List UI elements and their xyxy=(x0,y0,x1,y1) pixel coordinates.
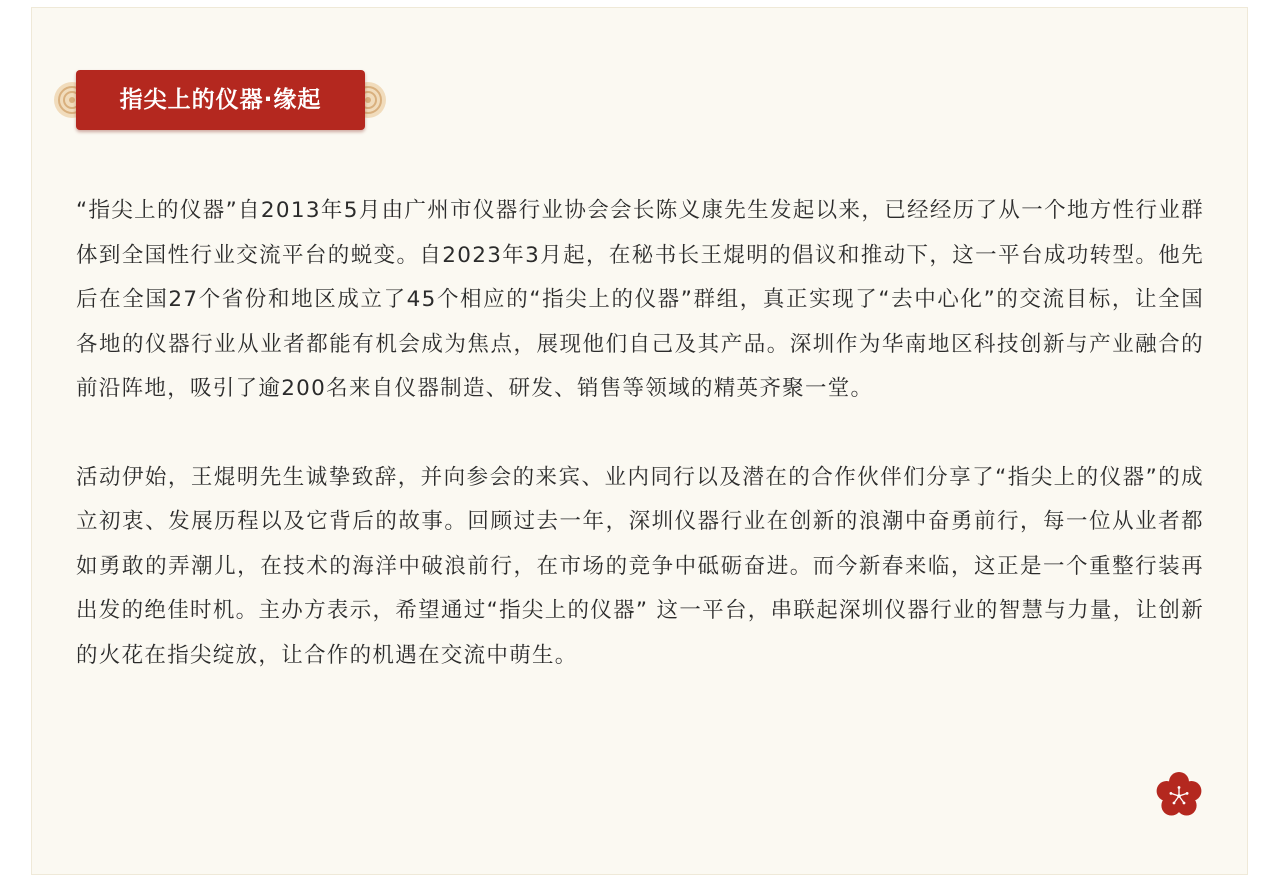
paragraph: 活动伊始，王焜明先生诚挚致辞，并向参会的来宾、业内同行以及潜在的合作伙伴们分享了“指尖上的仪器”的成立初衷、发展历程以及它背后的故事。回顾过去一年，深圳仪器行业在创新的浪潮中奋勇前行，每一位从业者都如勇敢的弄潮儿，在技术的海洋中破浪前行，在市场的竞争中砥砺奋进。而今新春来临，这正是一个重整行装再出发的绝佳时机。主办方表示，希望通过“指尖上的仪器” 这一平台，串联起深圳仪器行业的智慧与力量，让创新的火花在指尖绽放，让合作的机遇在交流中萌生。 xyxy=(76,464,1204,668)
section-header xyxy=(52,70,388,130)
section-title: 指尖上的仪器·缘起 xyxy=(76,70,365,130)
plum-blossom-icon xyxy=(1155,771,1203,819)
paragraph: “指尖上的仪器”自2013年5月由广州市仪器行业协会会长陈义康先生发起以来，已经经历了从一个地方性行业群体到全国性行业交流平台的蜕变。自2023年3月起，在秘书长王焜明的倡议和推动下，这一平台成功转型。他先后在全国27个省份和地区成立了45个相应的“指尖上的仪器”群组，真正实现了“去中心化”的交流目标，让全国各地的仪器行业从业者都能有机会成为焦点，展现他们自己及其产品。深圳作为华南地区科技创新与产业融合的前沿阵地，吸引了逾200名来自仪器制造、研发、销售等领域的精英齐聚一堂。 xyxy=(76,198,1204,401)
article-body xyxy=(76,189,1204,678)
